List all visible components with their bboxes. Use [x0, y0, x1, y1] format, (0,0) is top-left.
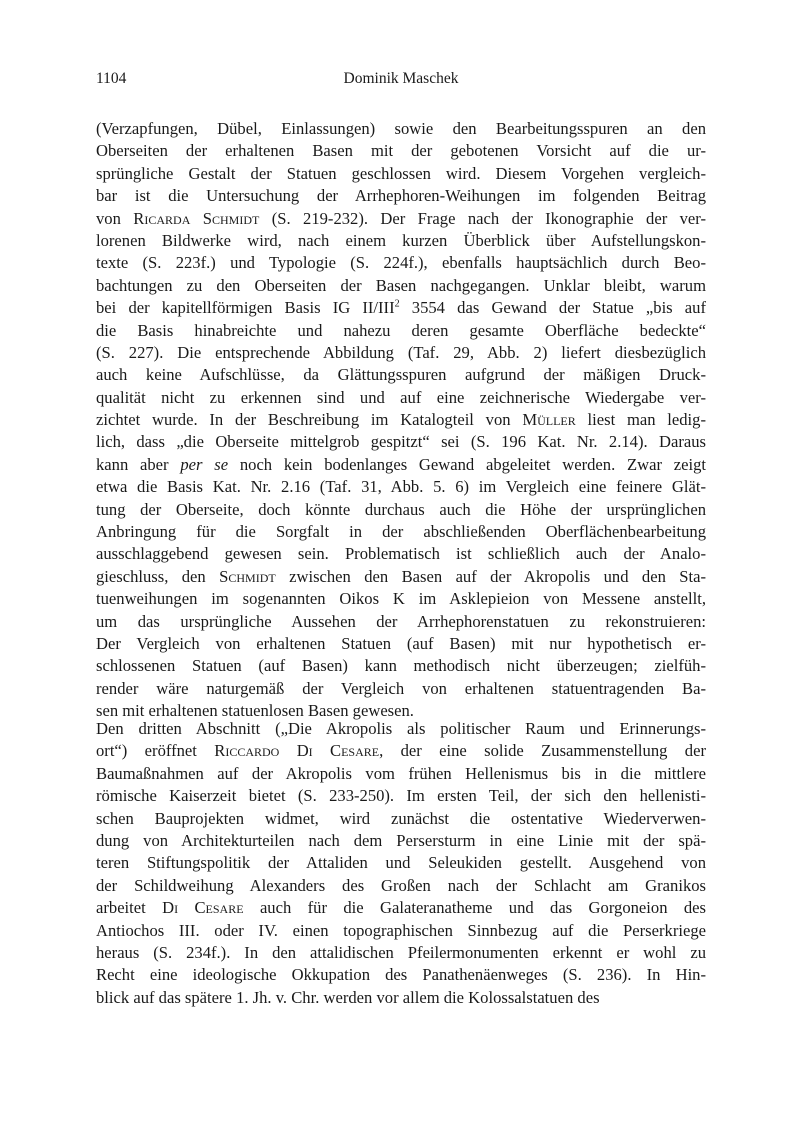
text-line: dung von Architekturteilen nach dem Persersturm in eine Linie mit der spä- [96, 830, 706, 850]
text-line: render wäre naturgemäß der Vergleich von erhaltenen statuentragenden Ba- [96, 678, 706, 698]
page-number: 1104 [96, 70, 127, 87]
text-line: ort“) eröffnet Riccardo Di Cesare, der eine solide Zusammenstellung der [96, 741, 706, 761]
text-line: heraus (S. 234f.). In den attalidischen Pfeilermonumenten erkennt er wohl zu [96, 942, 706, 962]
text-line: (S. 227). Die entsprechende Abbildung (Taf. 29, Abb. 2) liefert diesbezüglich [96, 342, 706, 362]
text-line: Der Vergleich von erhaltenen Statuen (auf Basen) mit nur hypothetisch er- [96, 633, 706, 653]
text-line: (Verzapfungen, Dübel, Einlassungen) sowie den Bearbeitungsspuren an den [96, 119, 706, 138]
body-paragraph-2 [96, 718, 706, 1009]
text-line: lorenen Bildwerke wird, nach einem kurzen Überblick über Aufstellungskon- [96, 230, 706, 250]
text-line: von Ricarda Schmidt (S. 219-232). Der Frage nach der Ikonographie der ver- [96, 208, 706, 228]
text-line: Den dritten Abschnitt („Die Akropolis als politischer Raum und Erinnerungs- [96, 719, 706, 738]
text-line: ausschlaggebend gewesen sein. Problematisch ist schließlich auch der Analo- [96, 544, 706, 564]
text-line: bar ist die Untersuchung der Arrhephoren-Weihungen im folgenden Beitrag [96, 186, 706, 206]
text-line: sprüngliche Gestalt der Statuen geschlossen wird. Diesem Vorgehen vergleich- [96, 163, 706, 183]
text-line: Baumaßnahmen auf der Akropolis vom frühen Hellenismus bis in die mittlere [96, 763, 706, 783]
text-line: auch keine Aufschlüsse, da Glättungsspuren aufgrund der mäßigen Druck- [96, 365, 706, 385]
text-line: etwa die Basis Kat. Nr. 2.16 (Taf. 31, Abb. 5. 6) im Vergleich eine feinere Glät- [96, 477, 706, 497]
text-line: bei der kapitellförmigen Basis IG II/III$^2$ 3554 das Gewand der Statue „bis auf [96, 298, 706, 318]
text-line: schlossenen Statuen (auf Basen) kann methodisch nicht überzeugen; zielfüh- [96, 656, 706, 676]
text-line: Oberseiten der erhaltenen Basen mit der gebotenen Vorsicht auf die ur- [96, 141, 706, 161]
running-head [96, 70, 706, 94]
text-line: sen mit erhaltenen statuenlosen Basen gewesen. [96, 701, 414, 721]
text-line: Anbringung für die Sorgfalt in der abschließenden Oberflächenbearbeitung [96, 522, 706, 542]
text-line: gieschluss, den Schmidt zwischen den Basen auf der Akropolis und den Sta- [96, 566, 706, 586]
text-line: um das ursprüngliche Aussehen der Arrhephorenstatuen zu rekonstruieren: [96, 611, 706, 631]
text-line: bachtungen zu den Oberseiten der Basen nachgegangen. Unklar bleibt, warum [96, 275, 706, 295]
text-line: qualität nicht zu erkennen sind und auf eine zeichnerische Wiedergabe ver- [96, 387, 706, 407]
text-line: kann aber per se noch kein bodenlanges Gewand abgeleitet werden. Zwar zeigt [96, 454, 706, 474]
text-line: blick auf das spätere 1. Jh. v. Chr. werden vor allem die Kolossalstatuen des [96, 987, 600, 1007]
text-line: tung der Oberseite, doch könnte durchaus auch die Höhe der ursprünglichen [96, 499, 706, 519]
text-line: römische Kaiserzeit bietet (S. 233-250). Im ersten Teil, der sich den hellenisti- [96, 786, 706, 806]
body-paragraph-1 [96, 118, 706, 723]
text-line: lich, dass „die Oberseite mittelgrob gespitzt“ sei (S. 196 Kat. Nr. 2.14). Daraus [96, 432, 706, 452]
text-line: Recht eine ideologische Okkupation des Panathenäenweges (S. 236). In Hin- [96, 965, 706, 985]
document-page [96, 0, 706, 1131]
text-line: teren Stiftungspolitik der Attaliden und Seleukiden gestellt. Ausgehend von [96, 853, 706, 873]
text-line: die Basis hinabreichte und nahezu deren gesamte Oberfläche bedeckte“ [96, 320, 706, 340]
text-line: tuenweihungen im sogenannten Oikos K im Asklepieion von Messene anstellt, [96, 589, 706, 609]
text-line: Antiochos III. oder IV. einen topographischen Sinnbezug auf die Perserkriege [96, 920, 706, 940]
text-line: arbeitet Di Cesare auch für die Galateranatheme und das Gorgoneion des [96, 898, 706, 918]
text-line: der Schildweihung Alexanders des Großen nach der Schlacht am Granikos [96, 875, 706, 895]
text-line: zichtet wurde. In der Beschreibung im Katalogteil von Müller liest man ledig- [96, 410, 706, 430]
running-head-author: Dominik Maschek [343, 70, 459, 87]
text-line: schen Bauprojekten widmet, wird zunächst die ostentative Wiederverwen- [96, 808, 706, 828]
text-line: texte (S. 223f.) und Typologie (S. 224f.), ebenfalls hauptsächlich durch Beo- [96, 253, 706, 273]
